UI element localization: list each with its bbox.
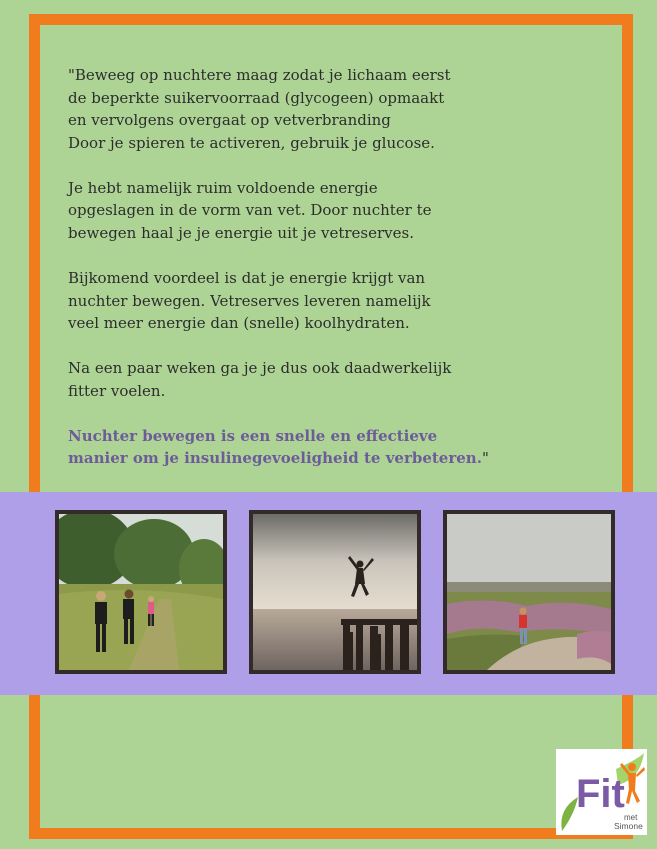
- fit-met-simone-logo: [556, 749, 647, 835]
- highlight-paragraph: [68, 425, 488, 470]
- paragraph-4: [68, 357, 488, 402]
- paragraph-1: [68, 64, 488, 154]
- highlight-line: manier om je insulinegevoeligheid te verbeteren.: [68, 449, 482, 468]
- logo-word: Fit: [576, 772, 625, 816]
- text-line: Door je spieren te activeren, gebruik je glucose.: [68, 133, 435, 152]
- text-line: Je hebt namelijk ruim voldoende energie: [68, 178, 378, 197]
- text-line: fitter voelen.: [68, 381, 166, 400]
- text-line: Na een paar weken ga je je dus ook daadwerkelijk: [68, 359, 452, 378]
- paragraph-2: [68, 177, 488, 245]
- text-line: de beperkte suikervoorraad (glycogeen) opmaakt: [68, 88, 445, 107]
- quote-text: [68, 64, 488, 492]
- text-line: veel meer energie dan (snelle) koolhydraten.: [68, 314, 410, 333]
- photo-walking-group: [55, 510, 227, 674]
- text-line: en vervolgens overgaat op vetverbranding: [68, 111, 391, 130]
- text-line: Bijkomend voordeel is dat je energie krijgt van: [68, 268, 426, 287]
- closing-quote: ": [481, 449, 489, 468]
- text-line: bewegen haal je je energie uit je vetreserves.: [68, 223, 414, 242]
- paragraph-3: [68, 267, 488, 335]
- logo-sub-simone: Simone: [614, 821, 643, 831]
- text-line: opgeslagen in de vorm van vet. Door nuchter te: [68, 201, 432, 220]
- highlight-line: Nuchter bewegen is een snelle en effectieve: [68, 426, 438, 445]
- text-line: "Beweeg op nuchtere maag zodat je lichaam eerst: [68, 66, 451, 84]
- photo-pier-jump: [249, 510, 421, 674]
- logo-sub-met: met: [624, 813, 638, 822]
- photo-heath-walk: [443, 510, 615, 674]
- text-line: nuchter bewegen. Vetreserves leveren namelijk: [68, 291, 431, 310]
